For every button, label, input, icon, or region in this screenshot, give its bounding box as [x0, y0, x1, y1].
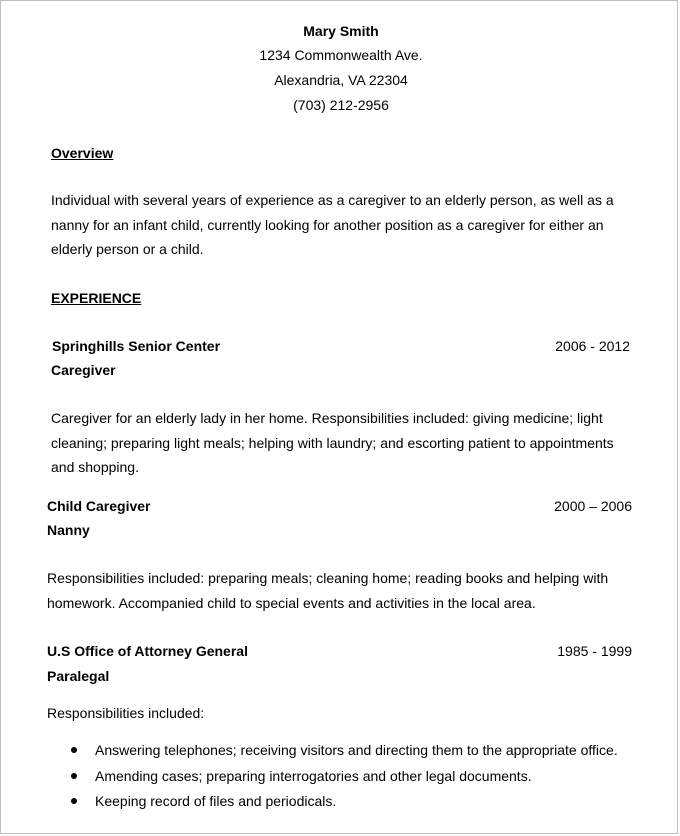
bullet-icon — [71, 747, 77, 753]
overview-line: Individual with several years of experience as a caregiver to an elderly person, as well as a — [51, 192, 614, 208]
job-description — [51, 406, 614, 480]
experience-heading: EXPERIENCE — [51, 290, 142, 306]
responsibility-list — [47, 739, 647, 816]
job-dates: 2000 – 2006 — [554, 498, 632, 514]
job-title: Nanny — [47, 522, 90, 538]
job-description-line: and shopping. — [51, 459, 139, 475]
job-employer: U.S Office of Attorney General — [47, 643, 248, 659]
job-description-line: Caregiver for an elderly lady in her home. Responsibilities included: giving medicine; light — [51, 410, 603, 426]
job-description-line: Responsibilities included: preparing meals; cleaning home; reading books and helping with — [47, 570, 609, 586]
job-description-line: homework. Accompanied child to special events and activities in the local area. — [47, 594, 536, 611]
job-title: Caregiver — [51, 362, 116, 378]
job-employer: Child Caregiver — [47, 498, 151, 514]
overview-heading: Overview — [51, 145, 114, 161]
list-item — [47, 790, 647, 816]
job-description-line: Responsibilities included: — [47, 705, 205, 721]
overview-line: elderly person or a child. — [51, 241, 204, 257]
list-item-text: Keeping record of files and periodicals. — [95, 793, 337, 809]
list-item — [47, 765, 647, 791]
list-item-text: Amending cases; preparing interrogatories and other legal documents. — [95, 767, 532, 784]
address-line-1: 1234 Commonwealth Ave. — [259, 47, 423, 63]
job-description — [47, 566, 608, 615]
list-item-text: Answering telephones; receiving visitors and directing them to the appropriate office. — [95, 742, 618, 758]
bullet-icon — [71, 798, 77, 804]
phone-number: (703) 212-2956 — [293, 97, 389, 113]
candidate-name: Mary Smith — [303, 23, 379, 39]
job-dates: 2006 - 2012 — [555, 338, 630, 354]
job-description — [47, 701, 204, 726]
job-title: Paralegal — [47, 668, 110, 684]
list-item — [47, 739, 647, 765]
job-dates: 1985 - 1999 — [557, 643, 632, 659]
job-description-line: cleaning; preparing light meals; helping with laundry; and escorting patient to appointments — [51, 434, 614, 451]
job-employer: Springhills Senior Center — [52, 338, 221, 354]
overview-line: nanny for an infant child, currently looking for another position as a caregiver for either an — [51, 216, 604, 233]
address-line-2: Alexandria, VA 22304 — [274, 72, 408, 88]
overview-paragraph — [51, 188, 614, 262]
bullet-icon — [71, 773, 77, 779]
